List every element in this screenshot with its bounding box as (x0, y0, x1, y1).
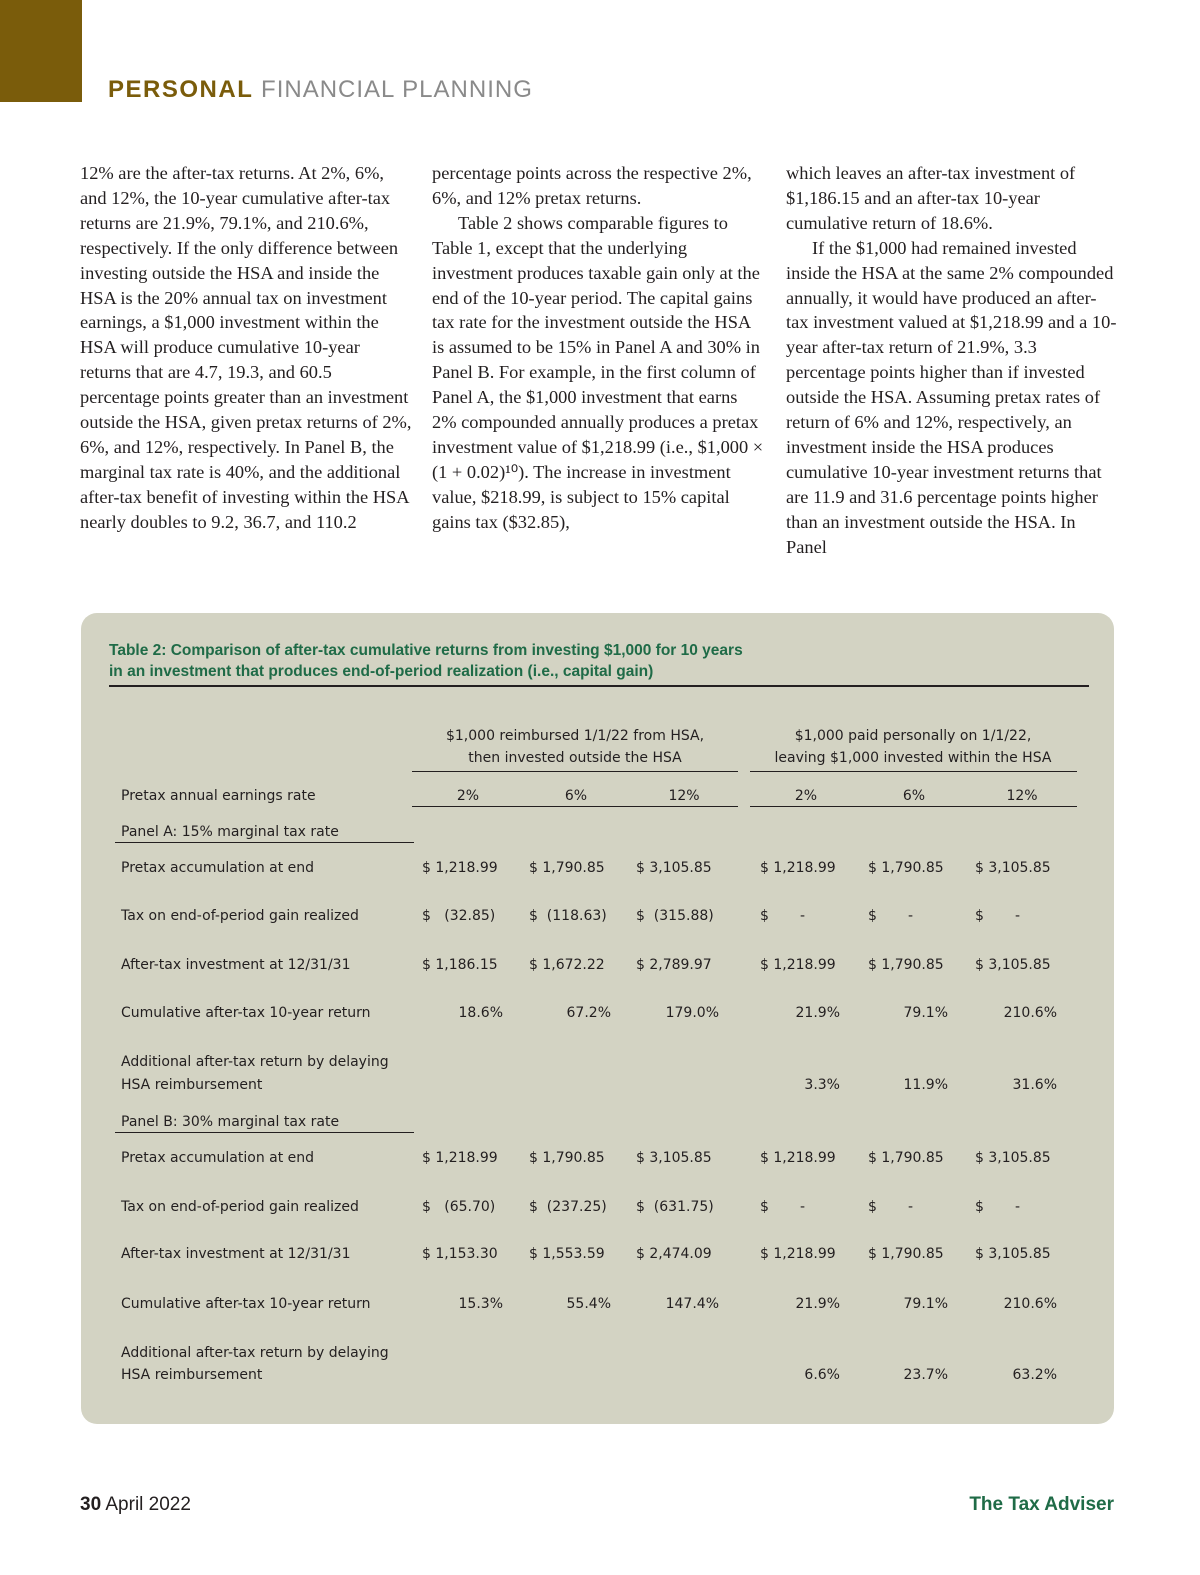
panel-a-cell-r3-c5: 210.6% (1003, 1005, 1057, 1021)
panel-b-additional-label-2: HSA reimbursement (121, 1367, 263, 1383)
panel-b-cell-r2-c4: $ 1,790.85 (868, 1246, 944, 1262)
panel-b-additional-label-1: Additional after-tax return by delaying (121, 1345, 389, 1361)
panel-b-additional-0: 6.6% (804, 1367, 840, 1383)
rate-header-outside-6pct: 6% (564, 788, 588, 804)
panel-b-cell-r2-c1: $ 1,553.59 (529, 1246, 605, 1262)
panel-b-row-label-0: Pretax accumulation at end (121, 1150, 315, 1166)
panel-b-cell-r1-c2: $ (631.75) (636, 1199, 714, 1215)
panel-a-cell-r0-c0: $ 1,218.99 (422, 860, 498, 876)
panel-b-cell-r2-c3: $ 1,218.99 (760, 1246, 836, 1262)
footer-left (80, 1494, 191, 1516)
col2-paragraph-2: Table 2 shows comparable figures to Table 1, except that the underlying investment produces taxable gain only at the end of the 10-year period. The capital gains tax rate for the investment outside the HSA is assumed to be 15% in Panel A and 30% in Panel B. For example, in the first column of Panel A, the $1,000 investment that earns 2% compounded annually produces a pretax investment value of $1,218.99 (i.e., $1,000 × (1 + 0.02)¹⁰). The increase in investment value, $218.99, is subject to 15% capital gains tax ($32.85), (432, 212, 764, 532)
panel-a-additional-0: 3.3% (804, 1077, 840, 1093)
panel-a-cell-r1-c1: $ (118.63) (529, 908, 607, 924)
panel-b-cell-r3-c2: 147.4% (665, 1296, 719, 1312)
panel-a-cell-r0-c2: $ 3,105.85 (636, 860, 712, 876)
panel-b-cell-r3-c5: 210.6% (1003, 1296, 1057, 1312)
panel-a-row-label-1: Tax on end-of-period gain realized (121, 908, 359, 924)
panel-b-cell-r3-c0: 15.3% (458, 1296, 503, 1312)
col3-paragraph-2: If the $1,000 had remained invested inside the HSA at the same 2% compounded annually, it would have produced an after-tax investment valued at $1,218.99 and a 10-year after-tax return of 21.9%, 3.3 percentage points higher than if invested outside the HSA. Assuming pretax rates of return of 6% and 12%, respectively, an investment inside the HSA produces cumulative 10-year investment returns that are 11.9 and 31.6 percentage points higher than an investment outside the HSA. In Panel (786, 237, 1117, 557)
section-header-light: FINANCIAL PLANNING (261, 76, 533, 103)
issue-date: April 2022 (105, 1494, 191, 1515)
panel-a-cell-r3-c0: 18.6% (458, 1005, 503, 1021)
table-2-box (81, 613, 1114, 1424)
panel-a-cell-r3-c2: 179.0% (665, 1005, 719, 1021)
panel-a-cell-r1-c3: $ - (760, 908, 806, 924)
panel-b-cell-r0-c2: $ 3,105.85 (636, 1150, 712, 1166)
panel-a-cell-r0-c3: $ 1,218.99 (760, 860, 836, 876)
panel-a-row-label-3: Cumulative after-tax 10-year return (121, 1005, 371, 1021)
rate-header-within-2pct: 2% (794, 788, 818, 804)
panel-a-row-label-2: After-tax investment at 12/31/31 (121, 957, 351, 973)
rate-header-outside-12pct: 12% (668, 788, 700, 804)
panel-a-label-rule (115, 842, 414, 843)
panel-a-label: Panel A: 15% marginal tax rate (121, 824, 339, 840)
rate-header-outside-2pct: 2% (456, 788, 480, 804)
panel-b-additional-1: 23.7% (903, 1367, 948, 1383)
rate-header-within-12pct: 12% (1006, 788, 1038, 804)
panel-b-row-label-1: Tax on end-of-period gain realized (121, 1199, 359, 1215)
panel-a-cell-r2-c2: $ 2,789.97 (636, 957, 712, 973)
panel-a-cell-r0-c1: $ 1,790.85 (529, 860, 605, 876)
panel-b-cell-r1-c1: $ (237.25) (529, 1199, 607, 1215)
panel-a-additional-2: 31.6% (1012, 1077, 1057, 1093)
panel-b-row-label-3: Cumulative after-tax 10-year return (121, 1296, 371, 1312)
panel-b-cell-r1-c5: $ - (975, 1199, 1021, 1215)
text-column-2 (432, 161, 766, 535)
panel-a-cell-r3-c4: 79.1% (903, 1005, 948, 1021)
panel-b-cell-r2-c0: $ 1,153.30 (422, 1246, 498, 1262)
panel-a-cell-r2-c3: $ 1,218.99 (760, 957, 836, 973)
panel-a-additional-label-2: HSA reimbursement (121, 1077, 263, 1093)
panel-a-additional-label-1: Additional after-tax return by delaying (121, 1054, 389, 1070)
text-column-3 (786, 161, 1118, 560)
group-header-rule-within (750, 771, 1077, 772)
panel-b-cell-r0-c0: $ 1,218.99 (422, 1150, 498, 1166)
group-header-rule-outside (412, 771, 738, 772)
group-header-outside-hsa-line-2: then invested outside the HSA (468, 750, 682, 766)
table-title (109, 640, 1089, 682)
panel-b-cell-r2-c5: $ 3,105.85 (975, 1246, 1051, 1262)
panel-b-row-label-2: After-tax investment at 12/31/31 (121, 1246, 351, 1262)
rate-header-within-6pct: 6% (902, 788, 926, 804)
panel-b-cell-r1-c3: $ - (760, 1199, 806, 1215)
panel-a-row-label-0: Pretax accumulation at end (121, 860, 315, 876)
panel-b-additional-2: 63.2% (1012, 1367, 1057, 1383)
panel-a-cell-r3-c3: 21.9% (795, 1005, 840, 1021)
panel-a-cell-r2-c1: $ 1,672.22 (529, 957, 605, 973)
panel-b-cell-r0-c5: $ 3,105.85 (975, 1150, 1051, 1166)
group-header-outside-hsa-line-1: $1,000 reimbursed 1/1/22 from HSA, (445, 728, 705, 744)
panel-a-additional-1: 11.9% (903, 1077, 948, 1093)
rate-rule-outside (412, 806, 738, 807)
panel-b-cell-r0-c1: $ 1,790.85 (529, 1150, 605, 1166)
table-title-rule (109, 685, 1089, 687)
panel-a-cell-r1-c5: $ - (975, 908, 1021, 924)
text-column-1 (80, 161, 412, 535)
col2-paragraph-1: percentage points across the respective 2%, 6%, and 12% pretax returns. (432, 163, 752, 208)
section-header-bold: PERSONAL (108, 76, 254, 103)
corner-accent-block (0, 0, 82, 102)
panel-a-cell-r0-c4: $ 1,790.85 (868, 860, 944, 876)
panel-b-cell-r2-c2: $ 2,474.09 (636, 1246, 712, 1262)
panel-b-cell-r0-c3: $ 1,218.99 (760, 1150, 836, 1166)
col1-paragraph: 12% are the after-tax returns. At 2%, 6%, and 12%, the 10-year cumulative after-tax returns are 21.9%, 79.1%, and 210.6%, respectively. If the only difference between investing outside the HSA and inside the HSA is the 20% annual tax on investment earnings, a $1,000 investment within the HSA will produce cumulative 10-year returns that are 4.7, 19.3, and 60.5 percentage points greater than an investment outside the HSA, given pretax returns of 2%, 6%, and 12%, respectively. In Panel B, the marginal tax rate is 40%, and the additional after-tax benefit of investing within the HSA nearly doubles to 9.2, 36.7, and 110.2 (80, 163, 412, 532)
panel-a-cell-r2-c0: $ 1,186.15 (422, 957, 498, 973)
panel-a-cell-r1-c2: $ (315.88) (636, 908, 714, 924)
section-header (108, 76, 533, 104)
panel-b-cell-r1-c4: $ - (868, 1199, 914, 1215)
panel-a-cell-r1-c0: $ (32.85) (422, 908, 496, 924)
panel-b-cell-r3-c4: 79.1% (903, 1296, 948, 1312)
table-title-line-2: in an investment that produces end-of-period realization (i.e., capital gain) (109, 663, 654, 680)
rate-row-label: Pretax annual earnings rate (121, 788, 316, 804)
col3-paragraph-1: which leaves an after-tax investment of $1,186.15 and an after-tax 10-year cumulative return of 18.6%. (786, 163, 1076, 233)
table-title-line-1: Table 2: Comparison of after-tax cumulative returns from investing $1,000 for 10 years (109, 642, 743, 659)
panel-a-cell-r2-c5: $ 3,105.85 (975, 957, 1051, 973)
panel-b-cell-r1-c0: $ (65.70) (422, 1199, 496, 1215)
rate-rule-within (750, 806, 1077, 807)
panel-b-cell-r3-c3: 21.9% (795, 1296, 840, 1312)
panel-a-cell-r1-c4: $ - (868, 908, 914, 924)
panel-b-cell-r3-c1: 55.4% (566, 1296, 611, 1312)
panel-b-label-rule (115, 1132, 414, 1133)
panel-a-cell-r0-c5: $ 3,105.85 (975, 860, 1051, 876)
panel-a-cell-r2-c4: $ 1,790.85 (868, 957, 944, 973)
publication-name: The Tax Adviser (969, 1494, 1114, 1515)
panel-b-cell-r0-c4: $ 1,790.85 (868, 1150, 944, 1166)
panel-b-label: Panel B: 30% marginal tax rate (121, 1114, 340, 1130)
page-number: 30 (80, 1494, 102, 1515)
group-header-within-hsa-line-2: leaving $1,000 invested within the HSA (774, 750, 1052, 766)
group-header-within-hsa-line-1: $1,000 paid personally on 1/1/22, (794, 728, 1032, 744)
panel-a-cell-r3-c1: 67.2% (566, 1005, 611, 1021)
